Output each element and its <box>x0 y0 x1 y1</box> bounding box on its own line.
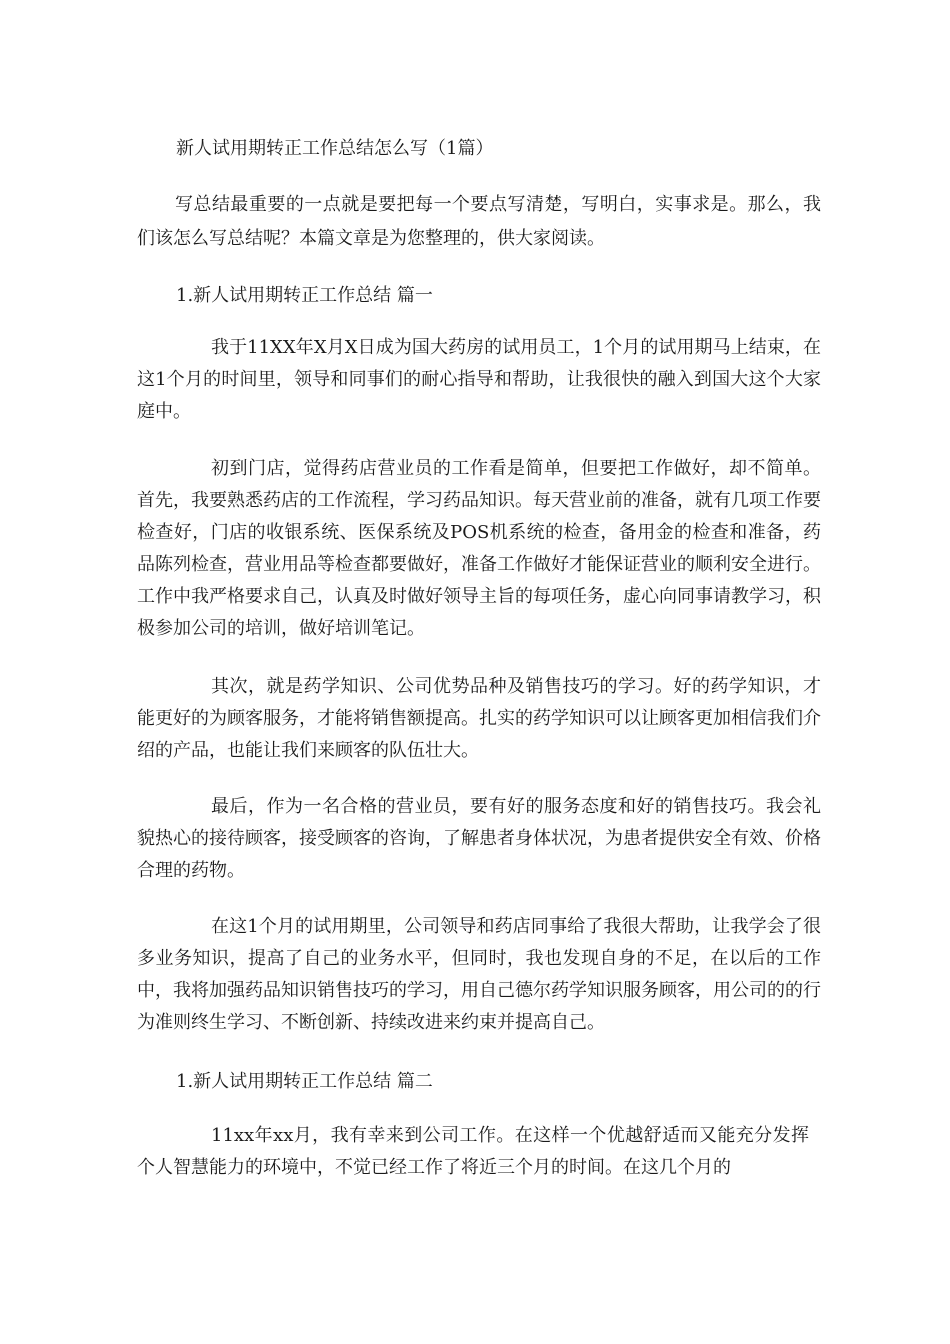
section-heading-2: 1.新人试用期转正工作总结 篇二 <box>176 1071 433 1092</box>
section1-paragraph-3: 其次，就是药学知识、公司优势品种及销售技巧的学习。好的药学知识，才能更好的为顾客服务，才能将销售额提高。扎实的药学知识可以让顾客更加相信我们介绍的产品，也能让我们来顾客的队伍壮大。 <box>137 676 821 761</box>
section1-paragraph-1: 我于11XX年X月X日成为国大药房的试用员工，1个月的试用期马上结束，在这1个月的时间里，领导和同事们的耐心指导和帮助，让我很快的融入到国大这个大家庭中。 <box>137 337 821 422</box>
section1-paragraph-2: 初到门店，觉得药店营业员的工作看是简单，但要把工作做好，却不简单。首先，我要熟悉药店的工作流程，学习药品知识。每天营业前的准备，就有几项工作要检查好，门店的收银系统、医保系统及POS机系统的检查，备用金的检查和准备，药品陈列检查，营业用品等检查都要做好，准备工作做好才能保证营业的顺利安全进行。工作中我严格要求自己，认真及时做好领导主旨的每项任务，虚心向同事请教学习，积极参加公司的培训，做好培训笔记。 <box>137 458 821 639</box>
document-title: 新人试用期转正工作总结怎么写（1篇） <box>176 138 494 159</box>
section1-paragraph-4: 最后，作为一名合格的营业员，要有好的服务态度和好的销售技巧。我会礼貌热心的接待顾客，接受顾客的咨询，了解患者身体状况，为患者提供安全有效、价格合理的药物。 <box>137 796 821 881</box>
section2-paragraph-1: 11xx年xx月，我有幸来到公司工作。在这样一个优越舒适而又能充分发挥个人智慧能力的环境中，不觉已经工作了将近三个月的时间。在这几个月的 <box>137 1125 809 1178</box>
section-heading-1: 1.新人试用期转正工作总结 篇一 <box>176 285 433 306</box>
section1-paragraph-5: 在这1个月的试用期里，公司领导和药店同事给了我很大帮助，让我学会了很多业务知识，提高了自己的业务水平，但同时，我也发现自身的不足，在以后的工作中，我将加强药品知识销售技巧的学习，用自己德尔药学知识服务顾客，用公司的的行为准则终生学习、不断创新、持续改进来约束并提高自己。 <box>137 916 821 1033</box>
intro-paragraph: 写总结最重要的一点就是要把每一个要点写清楚，写明白，实事求是。那么，我们该怎么写总结呢？本篇文章是为您整理的，供大家阅读。 <box>137 194 821 249</box>
